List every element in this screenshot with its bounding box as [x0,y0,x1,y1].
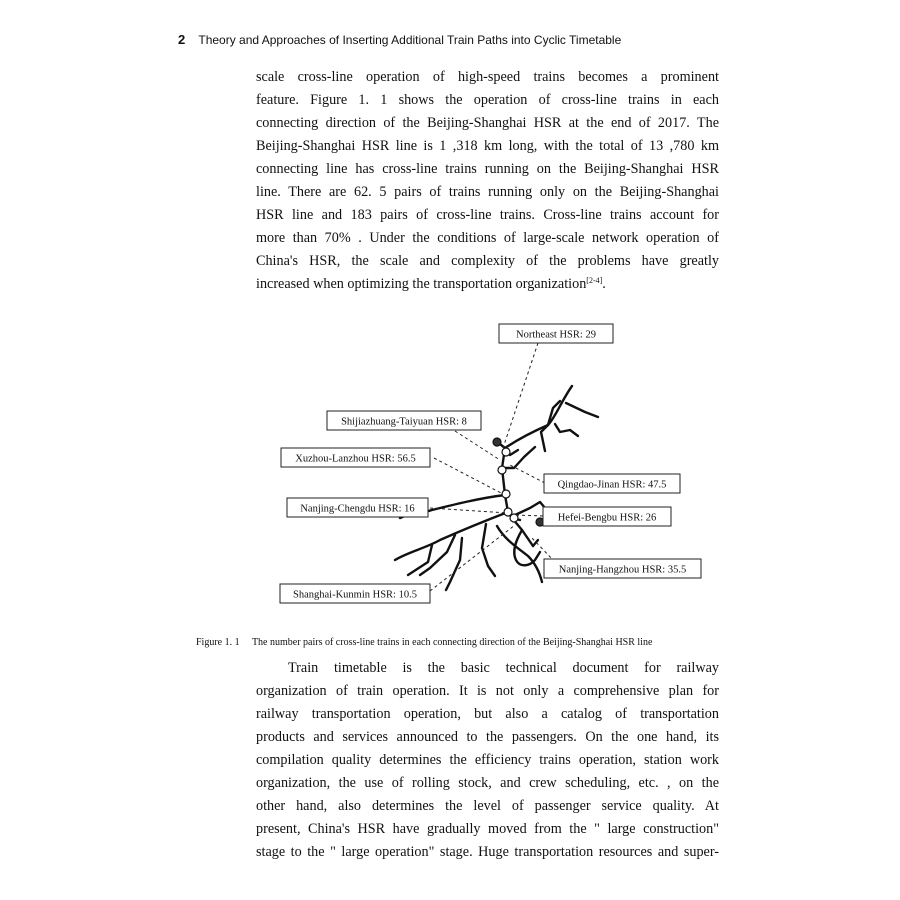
paragraph-1-line: Beijing-Shanghai HSR line is 1 ,318 km long, with the total of 13 ,780 km [256,138,719,154]
paragraph-2-line: Train timetable is the basic technical document for railway [288,660,719,676]
page-number: 2 [178,32,186,47]
label-shijiazhuang: Shijiazhuang-Taiyuan HSR: 8 [341,416,467,428]
leader-shanghai-kunmin [430,525,515,591]
southern-line-1 [482,524,495,576]
paragraph-2-line: organization, the use of rolling stock, and crew scheduling, etc. , on the [256,775,719,791]
figure-caption [196,637,652,648]
nanjing-chengdu-line [395,512,508,560]
paragraph-2-line: stage to the " large operation" stage. Huge transportation resources and super- [256,844,719,860]
label-qingdao: Qingdao-Jinan HSR: 47.5 [557,479,667,491]
bengbu-hefei-line [515,502,545,515]
citation-link[interactable]: [2-4] [586,276,603,285]
tianjin-station [502,448,510,456]
northeast-sub-1 [548,401,560,425]
jinan-station [498,466,506,474]
paragraph-2-line: compilation quality determines the efficiency trains operation, station work [256,752,719,768]
paragraph-2-line: products and services announced to the passengers. On the one hand, its [256,729,719,745]
label-northeast: Northeast HSR: 29 [516,329,596,341]
paragraph-2-line: organization of train operation. It is not only a comprehensive plan for [256,683,719,699]
paragraph-1-line: line. There are 62. 5 pairs of trains running only on the Beijing-Shanghai [256,184,719,200]
xuzhou-station [502,490,510,498]
northeast-sub-2 [566,403,598,417]
leader-shijiazhuang [455,431,500,460]
label-shanghai-kunmin: Shanghai-Kunmin HSR: 10.5 [293,589,417,601]
running-title: Theory and Approaches of Inserting Additional Train Paths into Cyclic Timetable [198,33,622,47]
label-hefei: Hefei-Bengbu HSR: 26 [557,512,657,524]
paragraph-2-line: present, China's HSR have gradually moved from the " large construction" [256,821,719,837]
northeast-sub-4 [555,424,578,436]
paragraph-2-line: railway transportation operation, but also a catalog of transportation [256,706,719,722]
southwest-line [446,538,462,590]
leader-hefei [515,515,543,516]
paragraph-1-line: HSR line and 183 pairs of cross-line trains. Cross-line trains account for [256,207,719,223]
label-nanjing-hangzhou: Nanjing-Hangzhou HSR: 35.5 [558,564,687,576]
paragraph-1-line: feature. Figure 1. 1 shows the operation of cross-line trains in each [256,92,719,108]
label-nanjing-chengdu: Nanjing-Chengdu HSR: 16 [300,503,415,515]
paragraph-2 [256,657,719,864]
leader-nanjing-hangzhou [530,536,555,562]
tianjin-spur [510,450,518,455]
paragraph-1-line: connecting direction of the Beijing-Shanghai HSR at the end of 2017. The [256,115,719,131]
paragraph-1-line: scale cross-line operation of high-speed trains becomes a prominent [256,69,719,85]
paragraph-1-line: connecting line has cross-line trains running on the Beijing-Shanghai HSR [256,161,719,177]
northeast-branch [505,386,572,448]
label-xuzhou: Xuzhou-Lanzhou HSR: 56.5 [295,453,416,465]
paragraph-1-last-text: increased when optimizing the transportation organization [256,276,587,292]
figure-caption-text: The number pairs of cross-line trains in each connecting direction of the Beijing-Shanghai HSR line [251,637,653,648]
leader-lines [430,343,555,591]
paragraph-1-period: . [602,276,606,292]
paragraph-2-line: other hand, also determines the level of passenger service quality. At [256,798,719,814]
paragraph-1-line: more than 70% . Under the conditions of large-scale network operation of [256,230,719,246]
paragraph-1-line: China's HSR, the scale and complexity of the problems have greatly [256,253,719,269]
beijing-station [493,438,501,446]
figure-number: Figure 1. 1 [196,637,240,648]
leader-xuzhou [434,458,503,494]
